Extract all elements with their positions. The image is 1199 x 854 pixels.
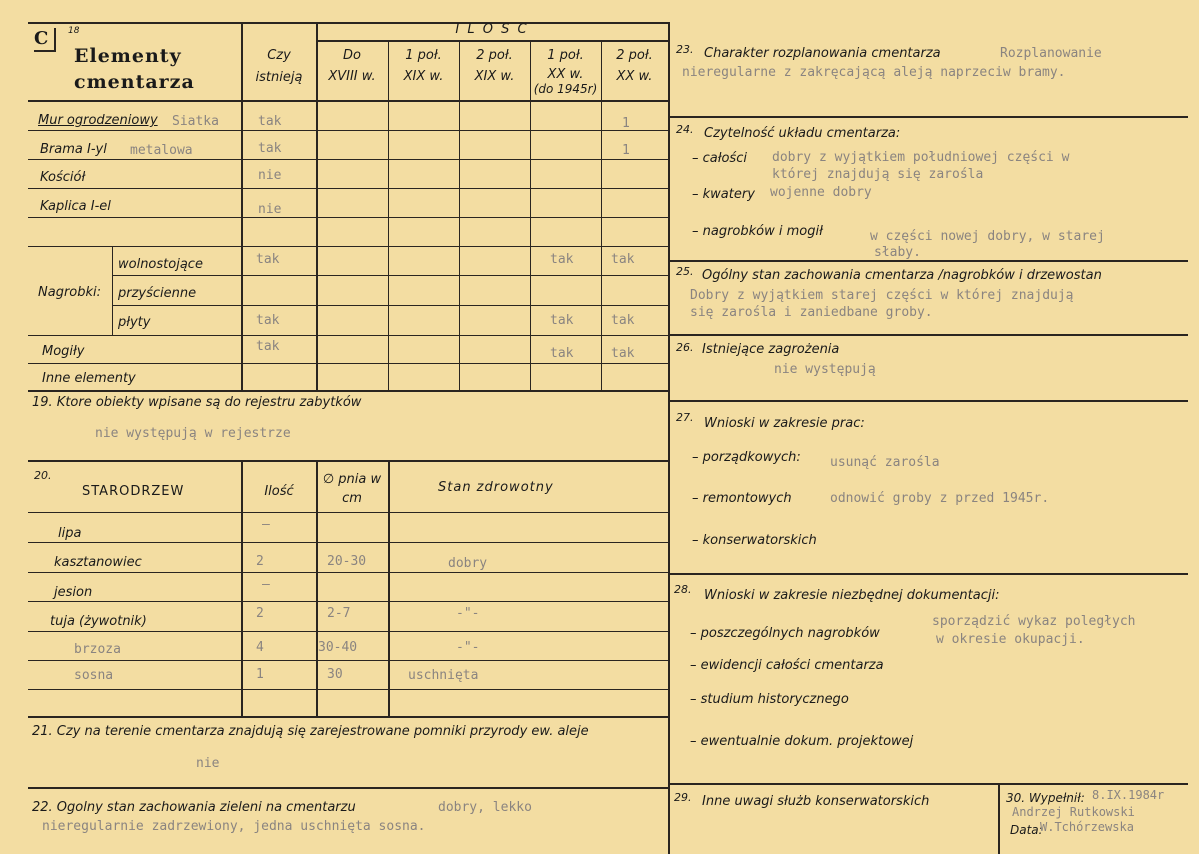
rule xyxy=(998,783,1000,854)
q25-answer-line1: Dobry z wyjątkiem starej części w której znajdują xyxy=(690,288,1074,303)
period-4-line3: (do 1945r) xyxy=(533,82,598,96)
q28-answer-line1: sporządzić wykaz poległych xyxy=(932,614,1136,629)
rule xyxy=(28,631,668,632)
section-number: 18 xyxy=(68,26,80,36)
row-p4-mogily: tak xyxy=(550,346,574,361)
q25-label: Ogólny stan zachowania cmentarza /nagrobków i drzewostan xyxy=(702,268,1102,283)
rule xyxy=(28,787,668,789)
q30-name: Andrzej Rutkowski xyxy=(1012,805,1135,819)
row-label-mogily: Mogiły xyxy=(42,344,85,359)
rule xyxy=(28,512,668,513)
rule xyxy=(388,460,390,716)
q23-label: Charakter rozplanowania cmentarza xyxy=(704,46,941,61)
rule xyxy=(668,22,670,854)
tree-ilosc-4: 2 xyxy=(256,606,264,621)
q23-answer-line1: Rozplanowanie xyxy=(1000,46,1102,61)
row-p5-wolnostojace: tak xyxy=(611,252,635,267)
tree-stan-2: dobry xyxy=(448,556,488,571)
rule xyxy=(28,716,668,718)
q25-answer-line2: się zarośla i zaniedbane groby. xyxy=(690,305,933,320)
rule xyxy=(668,783,1188,785)
q20-header-ilosc: Ilość xyxy=(264,484,294,499)
rule xyxy=(28,100,668,102)
rule xyxy=(601,40,602,390)
q27-item-konserwatorskich: – konserwatorskich xyxy=(692,533,817,548)
col-czy-istnieja: Czy istnieją xyxy=(255,48,303,85)
ilosc-header: I L O S C xyxy=(455,22,529,37)
tree-name-1: lipa xyxy=(58,526,82,541)
tree-name-2: kasztanowiec xyxy=(54,555,142,570)
q27-item-porzadkowych: – porządkowych: xyxy=(692,450,801,465)
q28-number: 28. xyxy=(674,583,692,596)
q24-label: Czytelność układu cmentarza: xyxy=(704,126,901,141)
q26-answer: nie występują xyxy=(774,362,876,377)
tree-ilosc-6: 1 xyxy=(256,667,264,682)
row-p5-mur: 1 xyxy=(622,116,630,131)
q24-item-kwatery: – kwatery xyxy=(692,187,755,202)
row-p5-brama: 1 xyxy=(622,143,630,158)
row-label-plyty: płyty xyxy=(118,315,151,330)
row-czy-mogily: tak xyxy=(256,339,280,354)
q28-answer-line2: w okresie okupacji. xyxy=(936,632,1085,647)
q24-answer-nagrobkow-1: w części nowej dobry, w starej xyxy=(870,229,1105,244)
q28-item-ewidencji: – ewidencji całości cmentarza xyxy=(690,658,884,673)
rule xyxy=(668,400,1188,402)
tree-pien-5: 30-40 xyxy=(318,640,358,655)
q24-answer-kwatery: wojenne dobry xyxy=(770,185,872,200)
row-label-brama: Brama I-yl xyxy=(40,142,107,157)
rule xyxy=(28,542,668,543)
nagrobki-label: Nagrobki: xyxy=(38,285,102,300)
row-p5-plyty: tak xyxy=(611,313,635,328)
q30-data-value: W.Tchórzewska xyxy=(1040,820,1134,834)
rule xyxy=(28,188,668,189)
tree-pien-6: 30 xyxy=(327,667,343,682)
row-note-mur: Siatka xyxy=(172,114,219,129)
q29-label: Inne uwagi służb konserwatorskich xyxy=(702,794,930,809)
section-letter: C xyxy=(34,28,49,49)
rule xyxy=(112,275,668,276)
q29-number: 29. xyxy=(674,791,692,804)
tree-stan-4: -"- xyxy=(456,606,480,621)
rule xyxy=(388,40,389,390)
q20-header-pien: ∅ pnia w cm xyxy=(322,472,382,506)
q23-number: 23. xyxy=(676,43,694,56)
q22-label: 22. Ogolny stan zachowania zieleni na cmentarzu xyxy=(32,800,356,815)
row-czy-kosciol: nie xyxy=(258,168,282,183)
period-1-line2: XVIII w. xyxy=(328,69,376,84)
q27-number: 27. xyxy=(676,411,694,424)
q27-label: Wnioski w zakresie prac: xyxy=(704,416,865,431)
q26-label: Istniejące zagrożenia xyxy=(702,342,840,357)
row-label-kaplica: Kaplica I-el xyxy=(40,199,111,214)
tree-ilosc-1: – xyxy=(262,517,270,532)
row-p4-wolnostojace: tak xyxy=(550,252,574,267)
rule xyxy=(112,246,113,335)
q24-answer-nagrobkow-2: słaby. xyxy=(874,245,921,260)
tree-name-4: tuja (żywotnik) xyxy=(50,614,147,629)
rule xyxy=(28,130,668,131)
q19-answer: nie występują w rejestrze xyxy=(95,426,291,441)
period-5-line1: 2 poł. xyxy=(616,48,653,63)
tree-ilosc-5: 4 xyxy=(256,640,264,655)
tree-stan-6: uschnięta xyxy=(408,668,479,683)
rule xyxy=(668,334,1188,336)
tree-stan-5: -"- xyxy=(456,640,480,655)
rule xyxy=(668,116,1188,118)
period-4-line1: 1 poł. xyxy=(547,48,584,63)
q28-item-studium: – studium historycznego xyxy=(690,692,849,707)
q21-label: 21. Czy na terenie cmentarza znajdują się zarejestrowane pomniki przyrody ew. aleje xyxy=(32,724,589,739)
period-3-line2: XIX w. xyxy=(474,69,515,84)
period-5-line2: XX w. xyxy=(616,69,653,84)
q19-label: 19. Ktore obiekty wpisane są do rejestru zabytków xyxy=(32,395,362,410)
period-3-line1: 2 poł. xyxy=(476,48,513,63)
row-p5-mogily: tak xyxy=(611,346,635,361)
period-1-line1: Do xyxy=(343,48,361,63)
rule xyxy=(459,40,460,390)
row-czy-kaplica: nie xyxy=(258,202,282,217)
q22-answer-line1: dobry, lekko xyxy=(438,800,532,815)
tree-ilosc-3: – xyxy=(262,577,270,592)
q26-number: 26. xyxy=(676,341,694,354)
row-label-kosciol: Kościół xyxy=(40,170,86,185)
tree-name-5: brzoza xyxy=(74,642,121,657)
q24-item-calosci: – całości xyxy=(692,151,747,166)
tree-name-6: sosna xyxy=(74,668,114,683)
row-label-wolnostojace: wolnostojące xyxy=(118,257,203,272)
tree-ilosc-2: 2 xyxy=(256,554,264,569)
row-label-przyscienne: przyścienne xyxy=(118,286,197,301)
row-label-mur: Mur ogrodzeniowy xyxy=(38,113,158,128)
q30-date: 8.IX.1984r xyxy=(1092,788,1165,802)
q28-item-projektowej: – ewentualnie dokum. projektowej xyxy=(690,734,914,749)
q23-answer-line2: nieregularne z zakręcającą aleją naprzeciw bramy. xyxy=(682,65,1066,80)
q27-answer-remontowych: odnowić groby z przed 1945r. xyxy=(830,491,1050,506)
tree-name-3: jesion xyxy=(54,585,93,600)
row-p4-plyty: tak xyxy=(550,313,574,328)
rule xyxy=(28,246,668,247)
rule xyxy=(316,40,668,42)
q27-answer-porzadkowych: usunąć zarośla xyxy=(830,455,940,470)
q30-data-label: Data: xyxy=(1010,823,1043,837)
q20-header-stan: Stan zdrowotny xyxy=(438,480,554,495)
row-label-inne: Inne elementy xyxy=(42,371,136,386)
q27-item-remontowych: – remontowych xyxy=(692,491,792,506)
tree-pien-4: 2-7 xyxy=(327,606,351,621)
row-czy-wolnostojace: tak xyxy=(256,252,280,267)
rule xyxy=(28,572,668,573)
rule xyxy=(28,217,668,218)
rule xyxy=(28,159,668,160)
tree-pien-2: 20-30 xyxy=(327,554,367,569)
rule xyxy=(28,460,668,462)
q22-answer-line2: nieregularnie zadrzewiony, jedna uschnięta sosna. xyxy=(42,819,426,834)
rule xyxy=(28,363,668,364)
period-4-line2: XX w. xyxy=(547,67,584,82)
row-note-brama: metalowa xyxy=(130,143,193,158)
title-line-2: cmentarza xyxy=(74,71,195,93)
q24-answer-calosci-1: dobry z wyjątkiem południowej części w xyxy=(772,150,1070,165)
q25-number: 25. xyxy=(676,265,694,278)
rule xyxy=(28,335,668,336)
row-czy-brama: tak xyxy=(258,141,282,156)
period-2-line2: XIX w. xyxy=(403,69,444,84)
q24-answer-calosci-2: której znajdują się zarośla xyxy=(772,167,984,182)
rule xyxy=(28,660,668,661)
title-line-1: Elementy xyxy=(74,45,182,67)
rule xyxy=(112,305,668,306)
rule xyxy=(668,260,1188,262)
q24-number: 24. xyxy=(676,123,694,136)
row-czy-mur: tak xyxy=(258,114,282,129)
q21-answer: nie xyxy=(196,756,220,771)
period-2-line1: 1 poł. xyxy=(405,48,442,63)
rule xyxy=(28,390,668,392)
section-letter-box xyxy=(34,28,56,52)
row-czy-plyty: tak xyxy=(256,313,280,328)
rule xyxy=(28,601,668,602)
rule xyxy=(668,573,1188,575)
rule xyxy=(28,689,668,690)
q28-item-nagrobkow: – poszczególnych nagrobków xyxy=(690,626,880,641)
q20-number: 20. xyxy=(34,469,52,482)
q30-label: 30. Wypełnił: xyxy=(1006,791,1085,805)
q28-label: Wnioski w zakresie niezbędnej dokumentacji: xyxy=(704,588,1000,603)
q20-header-name: STARODRZEW xyxy=(82,484,185,499)
q24-item-nagrobkow: – nagrobków i mogił xyxy=(692,224,823,239)
